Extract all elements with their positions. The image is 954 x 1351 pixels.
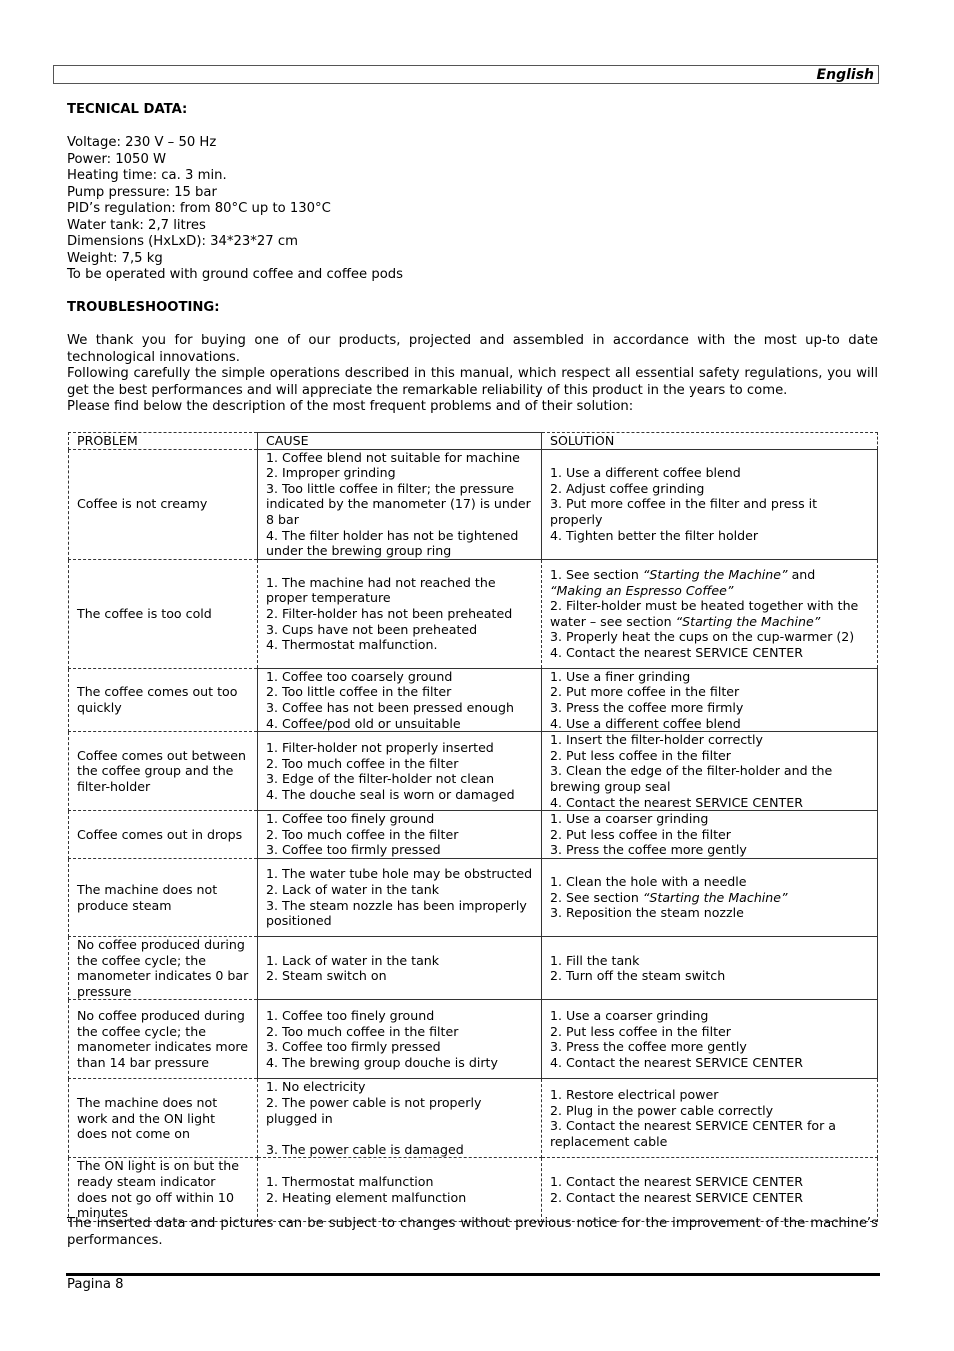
cause-line: 4. The brewing group douche is dirty: [266, 1055, 498, 1071]
solution-cell: [542, 1079, 878, 1158]
table-row: [69, 811, 878, 859]
cause-line: 1. Coffee too finely ground: [266, 811, 435, 827]
technical-line: Dimensions (HxLxD): 34*23*27 cm: [67, 234, 298, 249]
solution-line: 1. Use a different coffee blend: [550, 465, 741, 481]
cause-line: 4. Thermostat malfunction.: [266, 637, 438, 653]
cause-line: 2. Too little coffee in the filter: [266, 684, 452, 700]
problem-cell: No coffee produced during the coffee cycle; the manometer indicates more than 14 bar pressure: [69, 1000, 258, 1079]
cause-cell: [258, 1158, 542, 1221]
solution-line: 3. Reposition the steam nozzle: [550, 905, 744, 921]
troubleshooting-intro: [67, 333, 878, 416]
cause-cell: [258, 449, 542, 559]
cause-line: 1. Filter-holder not properly inserted: [266, 739, 494, 755]
intro-paragraph: We thank you for buying one of our products, projected and assembled in accordance with the most up-to date technological innovations.: [67, 333, 878, 365]
solution-line: 3. Put more coffee in the filter and press it properly: [550, 496, 818, 527]
cause-line: 3. The power cable is damaged: [266, 1141, 464, 1157]
cause-line: 1. No electricity: [266, 1079, 366, 1095]
solution-line: 2. Put more coffee in the filter: [550, 684, 740, 700]
solution-line: 2. Contact the nearest SERVICE CENTER: [550, 1189, 803, 1205]
cause-line: 3. Coffee too firmly pressed: [266, 1039, 441, 1055]
solution-line: 2. Put less coffee in the filter: [550, 826, 731, 842]
cause-line: 2. The power cable is not properly plugged in: [266, 1095, 482, 1126]
solution-line: 3. Contact the nearest SERVICE CENTER for a replacement cable: [550, 1118, 836, 1150]
solution-line: 1. Fill the tank: [550, 952, 640, 968]
solution-cell: [542, 859, 878, 937]
technical-line: Weight: 7,5 kg: [67, 250, 163, 266]
solution-line: 1. Use a coarser grinding: [550, 811, 709, 827]
technical-line: Pump pressure: 15 bar: [67, 184, 217, 200]
solution-line: 1. Use a coarser grinding: [550, 1008, 709, 1024]
solution-cell: [542, 559, 878, 668]
solution-cell: [542, 811, 878, 859]
cause-line: 2. Lack of water in the tank: [266, 882, 440, 897]
cause-line: 3. Too little coffee in filter; the pressure indicated by the manometer (17) is under 8 bar: [266, 480, 531, 527]
column-header-solution: SOLUTION: [542, 433, 878, 450]
solution-line: 2. Filter-holder must be heated together with the water – see section “Starting the Machine”: [550, 598, 859, 629]
cause-cell: [258, 732, 542, 811]
table-row: [69, 449, 878, 559]
table-row: [69, 859, 878, 937]
cause-line: 3. Cups have not been preheated: [266, 621, 478, 637]
cause-line: 1. Coffee too coarsely ground: [266, 668, 453, 684]
solution-line: 1. See section “Starting the Machine” and “Making an Espresso Coffee”: [550, 566, 816, 598]
cause-line: 1. Coffee too finely ground: [266, 1008, 435, 1024]
footer-note: The inserted data and pictures can be subject to changes without previous notice for the improvement of the machine’s performances.: [67, 1216, 878, 1248]
cause-line: 2. Too much coffee in the filter: [266, 755, 459, 771]
solution-line: 3. Properly heat the cups on the cup-warmer (2): [550, 629, 855, 645]
troubleshooting-heading: TROUBLESHOOTING:: [67, 300, 220, 315]
cause-line: 2. Improper grinding: [266, 465, 396, 481]
cause-cell: [258, 937, 542, 1000]
solution-line: 1. Restore electrical power: [550, 1087, 719, 1103]
problem-cell: The machine does not produce steam: [69, 859, 258, 937]
solution-line: 1. Contact the nearest SERVICE CENTER: [550, 1174, 803, 1190]
solution-line: 2. Put less coffee in the filter: [550, 747, 731, 763]
cause-line: 2. Too much coffee in the filter: [266, 1023, 459, 1039]
cause-line: 2. Steam switch on: [266, 968, 387, 984]
problem-cell: No coffee produced during the coffee cycle; the manometer indicates 0 bar pressure: [69, 937, 258, 1000]
cause-line: 3. Coffee too firmly pressed: [266, 842, 441, 858]
problem-cell: The coffee is too cold: [69, 559, 258, 668]
cause-line: 1. The machine had not reached the proper temperature: [266, 574, 496, 606]
solution-line: 2. Plug in the power cable correctly: [550, 1102, 774, 1118]
cause-cell: [258, 1079, 542, 1158]
table-row: [69, 732, 878, 811]
cause-line: 3. Coffee has not been pressed enough: [266, 699, 514, 715]
technical-line: Heating time: ca. 3 min.: [67, 168, 227, 183]
cause-line: 4. The douche seal is worn or damaged: [266, 786, 515, 802]
cause-line: 4. Coffee/pod old or unsuitable: [266, 715, 461, 731]
cause-cell: [258, 859, 542, 937]
solution-line: 1. Use a finer grinding: [550, 668, 691, 684]
header-box: [53, 65, 879, 84]
technical-line: Voltage: 230 V – 50 Hz: [67, 135, 217, 150]
cause-line: 1. Coffee blend not suitable for machine: [266, 449, 520, 465]
troubleshooting-table: [68, 432, 878, 1222]
solution-line: 1. Clean the hole with a needle: [550, 874, 747, 890]
table-row: [69, 1079, 878, 1158]
cause-line: 2. Heating element malfunction: [266, 1189, 467, 1205]
solution-cell: [542, 668, 878, 731]
technical-line: To be operated with ground coffee and coffee pods: [67, 267, 404, 282]
page-number: Pagina 8: [67, 1277, 124, 1292]
technical-line: Water tank: 2,7 litres: [67, 217, 206, 233]
technical-data-list: [67, 135, 878, 284]
table-row: [69, 1158, 878, 1221]
cause-cell: [258, 668, 542, 731]
solution-line: 3. Clean the edge of the filter-holder and the brewing group seal: [550, 763, 833, 794]
cause-cell: [258, 1000, 542, 1079]
solution-line: 3. Press the coffee more firmly: [550, 699, 744, 715]
solution-line: 4. Contact the nearest SERVICE CENTER: [550, 794, 803, 810]
cause-line: 1. Thermostat malfunction: [266, 1174, 434, 1190]
solution-line: 3. Press the coffee more gently: [550, 1039, 747, 1055]
cause-line: 2. Too much coffee in the filter: [266, 826, 459, 842]
technical-line: PID’s regulation: from 80°C up to 130°C: [67, 201, 331, 216]
solution-cell: [542, 449, 878, 559]
solution-line: 4. Contact the nearest SERVICE CENTER: [550, 1055, 803, 1071]
table-row: [69, 559, 878, 668]
solution-line: 1. Insert the filter-holder correctly: [550, 732, 764, 748]
cause-line: [266, 1126, 533, 1142]
table-row: [69, 1000, 878, 1079]
cause-cell: [258, 811, 542, 859]
solution-line: 2. Adjust coffee grinding: [550, 480, 705, 496]
cause-line: 3. Edge of the filter-holder not clean: [266, 771, 495, 787]
cause-line: 2. Filter-holder has not been preheated: [266, 605, 513, 621]
solution-cell: [542, 732, 878, 811]
language-label: English: [816, 67, 874, 83]
solution-line: 3. Press the coffee more gently: [550, 842, 747, 858]
technical-line: Power: 1050 W: [67, 151, 167, 167]
solution-line: 2. Put less coffee in the filter: [550, 1023, 731, 1039]
footer-rule: [66, 1273, 880, 1276]
solution-line: 4. Contact the nearest SERVICE CENTER: [550, 644, 803, 660]
cause-line: 1. Lack of water in the tank: [266, 952, 440, 968]
problem-cell: The machine does not work and the ON light does not come on: [69, 1079, 258, 1158]
column-header-cause: CAUSE: [258, 433, 542, 450]
solution-line: 2. See section “Starting the Machine”: [550, 889, 788, 905]
technical-heading: TECNICAL DATA:: [67, 102, 188, 117]
solution-line: 4. Use a different coffee blend: [550, 715, 741, 731]
problem-cell: Coffee comes out in drops: [69, 811, 258, 859]
solution-line: 2. Turn off the steam switch: [550, 968, 726, 984]
solution-line: 4. Tighten better the filter holder: [550, 527, 759, 543]
solution-cell: [542, 1158, 878, 1221]
problem-cell: The coffee comes out too quickly: [69, 668, 258, 731]
intro-paragraph: Following carefully the simple operations described in this manual, which respect all essential safety regulations, you will get the best performances and will appreciate the remarkable reliability of this product in the years to come.: [67, 366, 878, 398]
column-header-problem: PROBLEM: [69, 433, 258, 450]
table-row: [69, 668, 878, 731]
solution-cell: [542, 1000, 878, 1079]
solution-cell: [542, 937, 878, 1000]
problem-cell: The ON light is on but the ready steam indicator does not go off within 10 minutes: [69, 1158, 258, 1221]
problem-cell: Coffee comes out between the coffee group and the filter-holder: [69, 732, 258, 811]
cause-cell: [258, 559, 542, 668]
table-header-row: [69, 433, 878, 450]
cause-line: 1. The water tube hole may be obstructed: [266, 866, 533, 882]
intro-paragraph: Please find below the description of the most frequent problems and of their solution:: [67, 399, 634, 414]
cause-line: 3. The steam nozzle has been improperly positioned: [266, 897, 527, 929]
problem-cell: Coffee is not creamy: [69, 449, 258, 559]
table-row: [69, 937, 878, 1000]
cause-line: 4. The filter holder has not be tightened under the brewing group ring: [266, 527, 519, 559]
